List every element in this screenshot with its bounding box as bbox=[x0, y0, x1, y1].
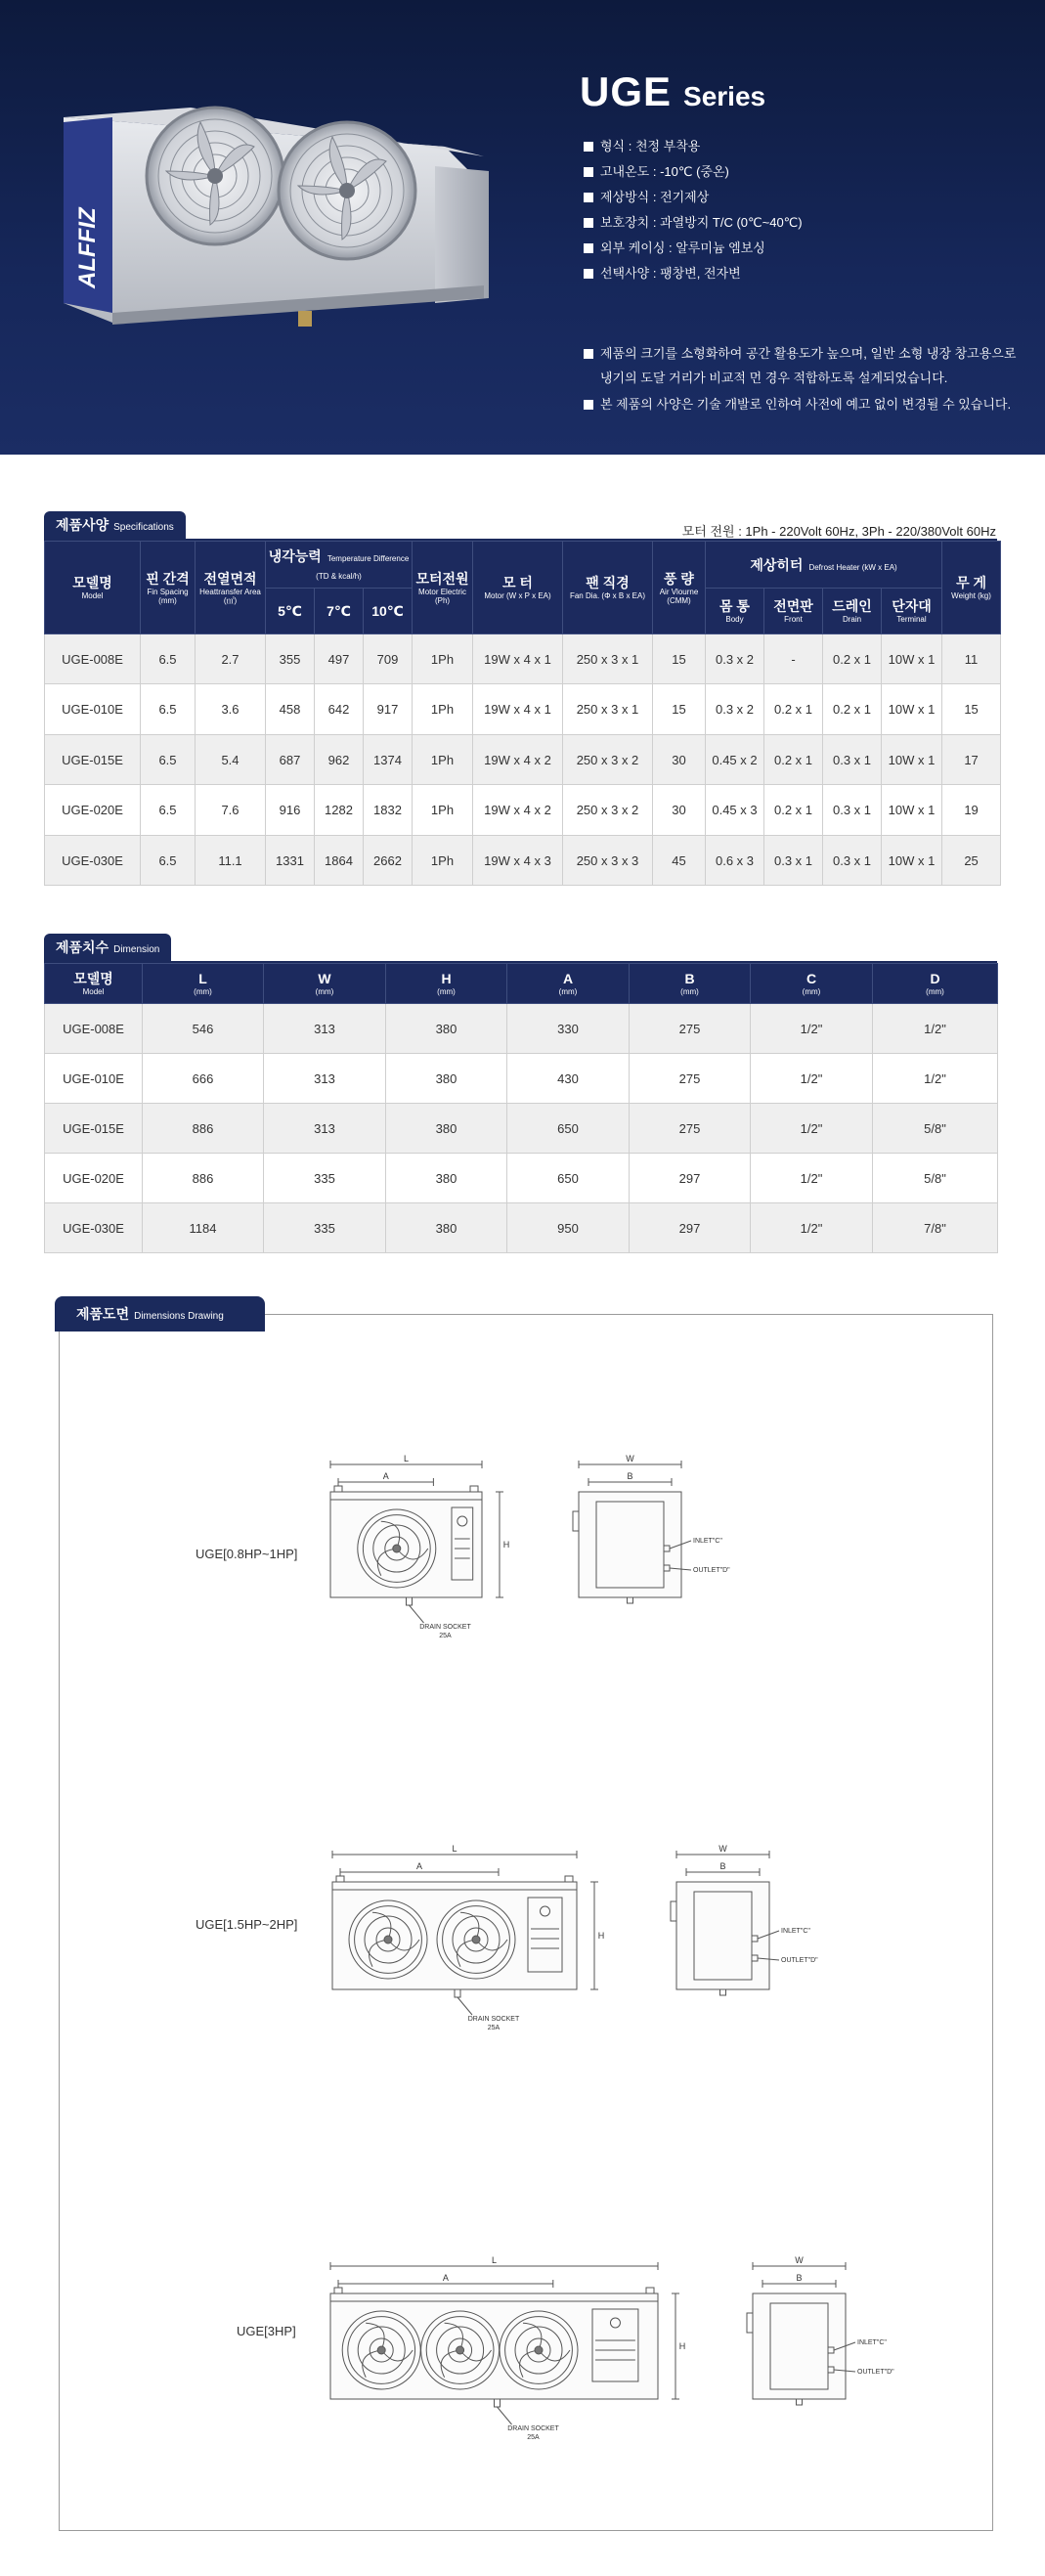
table-cell: 17 bbox=[942, 735, 1001, 785]
table-cell: 313 bbox=[264, 1054, 386, 1104]
table-cell: 380 bbox=[386, 1054, 507, 1104]
table-cell: 3.6 bbox=[196, 684, 266, 735]
table-cell: 11 bbox=[942, 634, 1001, 684]
table-cell: 497 bbox=[315, 634, 364, 684]
table-cell: 7/8" bbox=[873, 1203, 998, 1253]
table-cell: 19 bbox=[942, 785, 1001, 836]
leader-line bbox=[457, 1997, 472, 2015]
tag-subtitle: Dimensions Drawing bbox=[134, 1311, 224, 1322]
table-cell: UGE-010E bbox=[45, 684, 141, 735]
dimension-label: A bbox=[382, 1471, 389, 1481]
table-cell: 15 bbox=[653, 634, 706, 684]
series-name: UGE bbox=[580, 68, 673, 114]
table-cell: 0.2 x 1 bbox=[764, 684, 823, 735]
drain-socket bbox=[495, 2399, 501, 2407]
tag-title: 제품사양 bbox=[56, 517, 109, 533]
table-cell: UGE-008E bbox=[45, 634, 141, 684]
header-area: 전열면적 Heattransfer Area (㎡) bbox=[196, 542, 266, 634]
table-cell: UGE-020E bbox=[45, 785, 141, 836]
table-cell: 250 x 3 x 1 bbox=[563, 684, 653, 735]
table-cell: UGE-015E bbox=[45, 1104, 143, 1154]
header-drain: 드레인 Drain bbox=[823, 589, 882, 634]
table-cell: 0.6 x 3 bbox=[706, 836, 764, 886]
dimension-label: 25A bbox=[487, 2025, 501, 2031]
brand-logo: ALFFIZ bbox=[74, 207, 101, 288]
side-view-drawing bbox=[573, 1454, 730, 1603]
table-cell: 1Ph bbox=[413, 634, 473, 684]
table-cell: 45 bbox=[653, 836, 706, 886]
dimension-label: OUTLET"D" bbox=[781, 1957, 818, 1964]
table-cell: 962 bbox=[315, 735, 364, 785]
header-fan: 팬 직경 Fan Dia. (Φ x B x EA) bbox=[563, 542, 653, 634]
table-cell: 250 x 3 x 2 bbox=[563, 785, 653, 836]
dimension-header-cell: H (mm) bbox=[386, 964, 507, 1004]
table-cell: 10W x 1 bbox=[882, 785, 942, 836]
table-cell: 0.2 x 1 bbox=[823, 634, 882, 684]
header-capacity: 냉각능력 Temperature Difference (TD & kcal/h) bbox=[266, 542, 413, 589]
table-cell: 1/2" bbox=[873, 1054, 998, 1104]
dimension-header-cell: 모델명 Model bbox=[45, 964, 143, 1004]
table-cell: 10W x 1 bbox=[882, 634, 942, 684]
table-cell: 10W x 1 bbox=[882, 684, 942, 735]
dimension-header-cell: L (mm) bbox=[143, 964, 264, 1004]
dimension-label: B bbox=[719, 1861, 726, 1871]
junction-box bbox=[671, 1901, 676, 1921]
table-cell: UGE-030E bbox=[45, 1203, 143, 1253]
front-view-drawing bbox=[330, 1454, 509, 1639]
table-cell: 0.3 x 1 bbox=[823, 735, 882, 785]
table-cell: 650 bbox=[507, 1154, 630, 1203]
dimension-label: 25A bbox=[439, 1633, 452, 1639]
table-cell: 5/8" bbox=[873, 1104, 998, 1154]
table-cell: 0.3 x 1 bbox=[823, 785, 882, 836]
fan-hub bbox=[377, 2346, 385, 2354]
table-cell: 916 bbox=[266, 785, 315, 836]
note-text: 제품의 크기를 소형화하여 공간 활용도가 높으며, 일반 소형 냉장 창고용으로 bbox=[600, 346, 1017, 361]
dimension-label: W bbox=[795, 2255, 804, 2265]
header-power: 모터전원 Motor Electric (Ph) bbox=[413, 542, 473, 634]
dimension-label: W bbox=[718, 1844, 727, 1854]
table-cell: 6.5 bbox=[141, 684, 196, 735]
table-cell: 297 bbox=[630, 1203, 751, 1253]
header-weight: 무 게 Weight (kg) bbox=[942, 542, 1001, 634]
table-cell: 1Ph bbox=[413, 785, 473, 836]
table-cell: 6.5 bbox=[141, 634, 196, 684]
front-view-drawing bbox=[330, 2255, 685, 2441]
drawing-model-label: UGE[0.8HP~1HP] bbox=[196, 1547, 298, 1561]
table-cell: 5/8" bbox=[873, 1154, 998, 1203]
table-cell: 1Ph bbox=[413, 735, 473, 785]
drain-socket bbox=[797, 2399, 803, 2405]
table-cell: 11.1 bbox=[196, 836, 266, 886]
series-word: Series bbox=[683, 81, 766, 111]
table-cell: 2662 bbox=[364, 836, 413, 886]
feature-text: 형식 : 천정 부착용 bbox=[600, 139, 701, 153]
table-cell: 30 bbox=[653, 735, 706, 785]
mount-bracket bbox=[336, 1876, 344, 1882]
table-cell: 546 bbox=[143, 1004, 264, 1054]
table-cell: 15 bbox=[942, 684, 1001, 735]
dimension-label: A bbox=[415, 1861, 423, 1871]
table-cell: 650 bbox=[507, 1104, 630, 1154]
header-t7: 7℃ bbox=[315, 589, 364, 634]
fan-hub bbox=[393, 1545, 401, 1552]
leader-line bbox=[498, 2407, 512, 2424]
table-cell: 458 bbox=[266, 684, 315, 735]
dimension-label: H bbox=[502, 1540, 510, 1550]
table-cell: 950 bbox=[507, 1203, 630, 1253]
table-cell: 917 bbox=[364, 684, 413, 735]
drawing-model-label: UGE[1.5HP~2HP] bbox=[196, 1917, 298, 1932]
dimension-header-cell: A (mm) bbox=[507, 964, 630, 1004]
note-text: 본 제품의 사양은 기술 개발로 인하여 사전에 예고 없이 변경될 수 있습니다. bbox=[600, 397, 1012, 412]
table-cell: 335 bbox=[264, 1203, 386, 1253]
table-cell: 6.5 bbox=[141, 785, 196, 836]
table-cell: 2.7 bbox=[196, 634, 266, 684]
dimension-label: INLET"C" bbox=[857, 2339, 887, 2346]
table-cell: 380 bbox=[386, 1154, 507, 1203]
table-cell: 886 bbox=[143, 1104, 264, 1154]
dimension-header-cell: B (mm) bbox=[630, 964, 751, 1004]
table-cell: 1864 bbox=[315, 836, 364, 886]
table-cell: 0.3 x 2 bbox=[706, 684, 764, 735]
header-model: 모델명 Model bbox=[45, 542, 141, 634]
table-cell: 275 bbox=[630, 1004, 751, 1054]
table-cell: 1/2" bbox=[873, 1004, 998, 1054]
dimension-label: DRAIN SOCKET bbox=[467, 2016, 520, 2023]
header-motor: 모 터 Motor (W x P x EA) bbox=[473, 542, 563, 634]
unit-side bbox=[753, 2293, 846, 2399]
table-cell: 19W x 4 x 3 bbox=[473, 836, 563, 886]
dimension-label: INLET"C" bbox=[693, 1538, 722, 1545]
dimension-label: L bbox=[403, 1454, 410, 1463]
table-cell: 0.3 x 2 bbox=[706, 634, 764, 684]
drawing-model-label: UGE[3HP] bbox=[237, 2324, 296, 2338]
table-cell: 25 bbox=[942, 836, 1001, 886]
header-body: 몸 통 Body bbox=[706, 589, 764, 634]
mount-bracket bbox=[565, 1876, 573, 1882]
dimension-header-cell: D (mm) bbox=[873, 964, 998, 1004]
dimension-header-cell: W (mm) bbox=[264, 964, 386, 1004]
fan-hub bbox=[457, 2346, 464, 2354]
table-cell: 1/2" bbox=[751, 1054, 873, 1104]
table-cell: UGE-010E bbox=[45, 1054, 143, 1104]
table-cell: 15 bbox=[653, 684, 706, 735]
table-cell: UGE-015E bbox=[45, 735, 141, 785]
table-cell: 1Ph bbox=[413, 684, 473, 735]
table-cell: 1Ph bbox=[413, 836, 473, 886]
table-cell: 297 bbox=[630, 1154, 751, 1203]
tag-title: 제품치수 bbox=[56, 939, 109, 955]
table-cell: 250 x 3 x 3 bbox=[563, 836, 653, 886]
table-cell: 313 bbox=[264, 1104, 386, 1154]
tag-subtitle: Specifications bbox=[113, 522, 174, 533]
dimension-label: OUTLET"D" bbox=[857, 2369, 894, 2376]
tag-title: 제품도면 bbox=[76, 1306, 130, 1322]
table-cell: 666 bbox=[143, 1054, 264, 1104]
table-cell: 275 bbox=[630, 1104, 751, 1154]
power-note: 모터 전원 : 1Ph - 220Volt 60Hz, 3Ph - 220/380Volt 60Hz bbox=[681, 524, 996, 539]
dimension-header-cell: C (mm) bbox=[751, 964, 873, 1004]
feature-text: 고내온도 : -10℃ (중온) bbox=[600, 164, 729, 179]
table-cell: 7.6 bbox=[196, 785, 266, 836]
table-cell: 275 bbox=[630, 1054, 751, 1104]
table-cell: 6.5 bbox=[141, 836, 196, 886]
table-cell: 1/2" bbox=[751, 1203, 873, 1253]
table-cell: 687 bbox=[266, 735, 315, 785]
table-cell: 380 bbox=[386, 1203, 507, 1253]
header-fin: 핀 간격 Fin Spacing (mm) bbox=[141, 542, 196, 634]
header-terminal: 단자대 Terminal bbox=[882, 589, 942, 634]
table-cell: 1832 bbox=[364, 785, 413, 836]
table-cell: 380 bbox=[386, 1104, 507, 1154]
drain-socket bbox=[407, 1597, 413, 1605]
table-cell: 335 bbox=[264, 1154, 386, 1203]
table-cell: 1282 bbox=[315, 785, 364, 836]
front-view-drawing bbox=[332, 1844, 604, 2031]
dimension-label: DRAIN SOCKET bbox=[507, 2425, 559, 2432]
table-cell: 1/2" bbox=[751, 1104, 873, 1154]
table-cell: UGE-020E bbox=[45, 1154, 143, 1203]
dimension-label: DRAIN SOCKET bbox=[419, 1624, 471, 1631]
side-view-drawing bbox=[747, 2255, 894, 2405]
header-defrost: 제상히터 Defrost Heater (kW x EA) bbox=[706, 542, 942, 589]
side-view-drawing bbox=[671, 1844, 818, 1995]
table-cell: UGE-008E bbox=[45, 1004, 143, 1054]
dimension-label: H bbox=[678, 2341, 686, 2351]
table-cell: 1/2" bbox=[751, 1154, 873, 1203]
mount-bracket bbox=[334, 1486, 342, 1492]
table-cell: 250 x 3 x 1 bbox=[563, 634, 653, 684]
table-cell: 330 bbox=[507, 1004, 630, 1054]
table-cell: 709 bbox=[364, 634, 413, 684]
table-cell: 0.3 x 1 bbox=[823, 836, 882, 886]
dimension-label: L bbox=[491, 2255, 498, 2265]
table-cell: 642 bbox=[315, 684, 364, 735]
feature-text: 제상방식 : 전기제상 bbox=[600, 190, 710, 204]
table-cell: 5.4 bbox=[196, 735, 266, 785]
table-cell: 0.45 x 2 bbox=[706, 735, 764, 785]
mount-bracket bbox=[470, 1486, 478, 1492]
drain-socket bbox=[628, 1597, 633, 1603]
fan-hub bbox=[472, 1936, 480, 1943]
table-cell: 10W x 1 bbox=[882, 735, 942, 785]
table-cell: UGE-030E bbox=[45, 836, 141, 886]
table-cell: 19W x 4 x 1 bbox=[473, 634, 563, 684]
feature-text: 선택사양 : 팽창변, 전자변 bbox=[600, 266, 741, 281]
dimension-label: H bbox=[597, 1931, 605, 1941]
dimension-label: INLET"C" bbox=[781, 1928, 810, 1935]
leader-line bbox=[410, 1605, 424, 1623]
table-cell: 10W x 1 bbox=[882, 836, 942, 886]
header-t10: 10℃ bbox=[364, 589, 413, 634]
table-cell: 19W x 4 x 2 bbox=[473, 735, 563, 785]
table-cell: 430 bbox=[507, 1054, 630, 1104]
dimension-label: W bbox=[626, 1454, 634, 1463]
mount-bracket bbox=[646, 2288, 654, 2293]
table-cell: 1374 bbox=[364, 735, 413, 785]
table-cell: 0.2 x 1 bbox=[764, 735, 823, 785]
dimension-label: L bbox=[452, 1844, 457, 1854]
header-air: 풍 량 Air Vlourne (CMM) bbox=[653, 542, 706, 634]
header-front: 전면판 Front bbox=[764, 589, 823, 634]
dimension-label: OUTLET"D" bbox=[693, 1567, 730, 1574]
dimension-label: B bbox=[796, 2273, 803, 2283]
dimension-label: B bbox=[627, 1471, 633, 1481]
table-cell: 355 bbox=[266, 634, 315, 684]
table-cell: 313 bbox=[264, 1004, 386, 1054]
drain-socket bbox=[455, 1989, 460, 1997]
table-cell: 886 bbox=[143, 1154, 264, 1203]
table-cell: 0.45 x 3 bbox=[706, 785, 764, 836]
table-cell: 1184 bbox=[143, 1203, 264, 1253]
table-cell: 1/2" bbox=[751, 1004, 873, 1054]
drain-socket bbox=[720, 1989, 726, 1995]
unit-side bbox=[579, 1492, 681, 1597]
table-cell: 0.3 x 1 bbox=[764, 836, 823, 886]
fan-hub bbox=[535, 2346, 543, 2354]
table-cell: 0.2 x 1 bbox=[823, 684, 882, 735]
junction-box bbox=[573, 1511, 579, 1531]
table-cell: 19W x 4 x 1 bbox=[473, 684, 563, 735]
feature-text: 외부 케이싱 : 알루미늄 엠보싱 bbox=[600, 240, 765, 255]
dimension-label: 25A bbox=[527, 2434, 540, 2441]
table-cell: 6.5 bbox=[141, 735, 196, 785]
feature-text: 보호장치 : 과열방지 T/C (0℃~40℃) bbox=[600, 215, 803, 230]
dimension-label: A bbox=[442, 2273, 449, 2283]
table-cell: - bbox=[764, 634, 823, 684]
junction-box bbox=[747, 2313, 753, 2333]
table-cell: 1331 bbox=[266, 836, 315, 886]
table-cell: 380 bbox=[386, 1004, 507, 1054]
table-cell: 19W x 4 x 2 bbox=[473, 785, 563, 836]
table-cell: 0.2 x 1 bbox=[764, 785, 823, 836]
table-cell: 30 bbox=[653, 785, 706, 836]
table-cell: 250 x 3 x 2 bbox=[563, 735, 653, 785]
fan-hub bbox=[384, 1936, 392, 1943]
note-text: 냉기의 도달 거리가 비교적 먼 경우 적합하도록 설계되었습니다. bbox=[600, 371, 948, 385]
header-t5: 5℃ bbox=[266, 589, 315, 634]
tag-subtitle: Dimension bbox=[113, 944, 160, 955]
mount-bracket bbox=[334, 2288, 342, 2293]
